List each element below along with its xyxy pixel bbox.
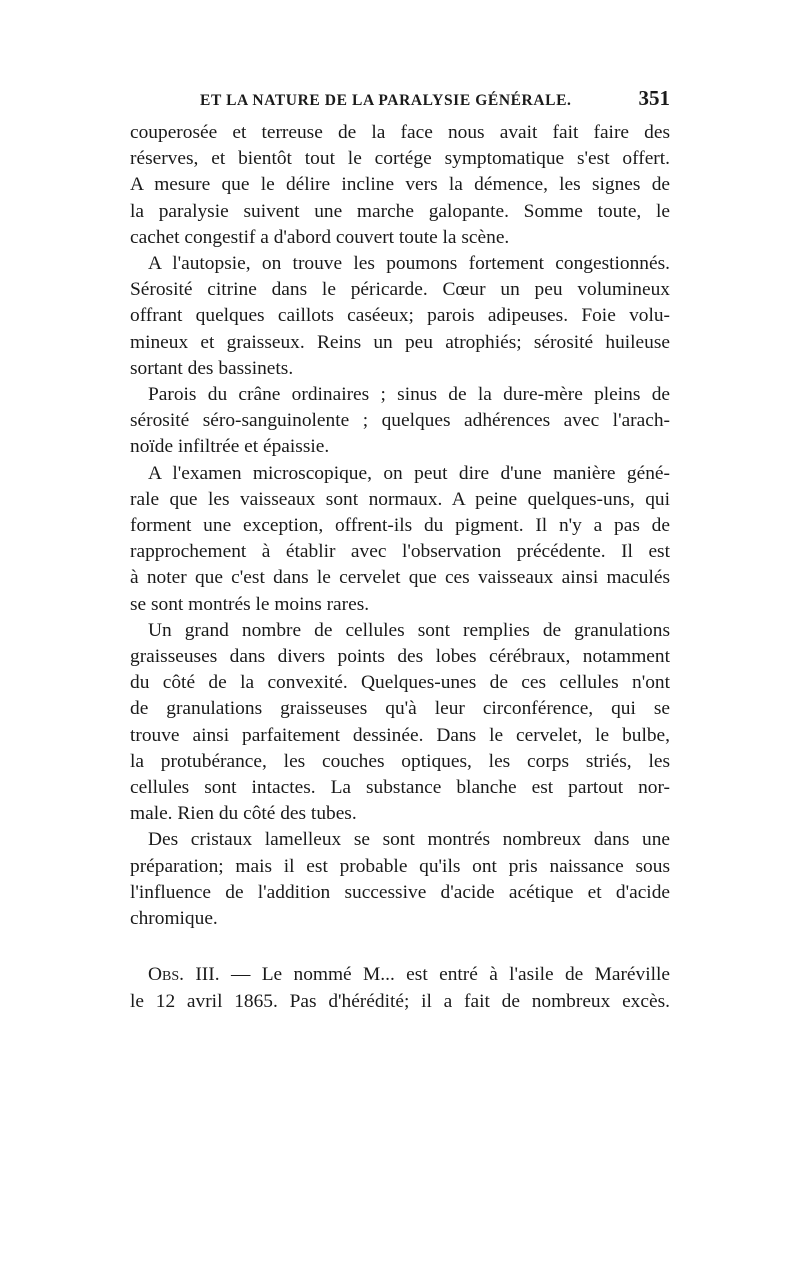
text-line: A l'autopsie, on trouve les poumons fortement congestionnés.: [148, 253, 670, 275]
text-line: le 12 avril 1865. Pas d'hérédité; il a fait de nombreux excès.: [130, 990, 670, 1012]
running-title: ET LA NATURE DE LA PARALYSIE GÉNÉRALE.: [200, 92, 572, 109]
text-line: la paralysie suivent une marche galopante. Somme toute, le: [130, 200, 670, 222]
page-number: 351: [638, 86, 670, 110]
text-line: mineux et graisseux. Reins un peu atrophiés; sérosité huileuse: [130, 331, 670, 353]
text-line: se sont montrés le moins rares.: [130, 593, 370, 615]
text-line: à noter que c'est dans le cervelet que ces vaisseaux ainsi maculés: [130, 567, 670, 589]
text-line: sérosité séro-sanguinolente ; quelques adhérences avec l'arach-: [130, 410, 670, 432]
text-line: couperosée et terreuse de la face nous avait fait faire des: [130, 122, 670, 143]
text-line: l'influence de l'addition successive d'acide acétique et d'acide: [130, 881, 670, 903]
paragraph-clinical-course: [130, 120, 670, 251]
text-line: rale que les vaisseaux sont normaux. A peine quelques-uns, qui: [130, 488, 670, 510]
paragraph-cells: [130, 618, 670, 828]
text-line: Parois du crâne ordinaires ; sinus de la dure-mère pleins de: [148, 384, 670, 406]
text-line: réserves, et bientôt tout le cortége symptomatique s'est offert.: [130, 148, 670, 170]
book-page: [130, 86, 670, 1015]
text-line: Sérosité citrine dans le péricarde. Cœur un peu volumineux: [130, 279, 670, 301]
text-line: Des cristaux lamelleux se sont montrés nombreux dans une: [148, 829, 670, 851]
observation-text: — Le nommé M... est entré à l'asile de Maréville: [230, 964, 670, 986]
text-line: A mesure que le délire incline vers la démence, les signes de: [130, 174, 670, 196]
section-gap: [130, 932, 670, 962]
text-line: cellules sont intactes. La substance blanche est partout nor-: [130, 777, 670, 799]
text-line: chromique.: [130, 908, 218, 930]
observation-three: [130, 962, 670, 1014]
text-line: noïde infiltrée et épaissie.: [130, 436, 330, 458]
running-head: [130, 86, 670, 120]
text-line: la protubérance, les couches optiques, les corps striés, les: [130, 750, 670, 772]
text-line: préparation; mais il est probable qu'ils ont pris naissance sous: [130, 855, 670, 877]
text-line: [130, 962, 670, 988]
text-line: forment une exception, offrent-ils du pigment. Il n'y a pas de: [130, 515, 670, 537]
body-text: [130, 120, 670, 1015]
text-line: trouve ainsi parfaitement dessinée. Dans le cervelet, le bulbe,: [130, 724, 670, 746]
observation-label: Obs. III.: [148, 964, 220, 986]
text-line: cachet congestif a d'abord couvert toute la scène.: [130, 226, 510, 248]
text-line: graisseuses dans divers points des lobes cérébraux, notamment: [130, 646, 670, 668]
paragraph-autopsy: [130, 251, 670, 382]
text-line: Un grand nombre de cellules sont remplies de granulations: [148, 619, 670, 641]
text-line: rapprochement à établir avec l'observation précédente. Il est: [130, 541, 670, 563]
paragraph-microscopy: [130, 461, 670, 618]
text-line: sortant des bassinets.: [130, 357, 294, 379]
text-line: de granulations graisseuses qu'à leur circonférence, qui se: [130, 698, 670, 720]
text-line: male. Rien du côté des tubes.: [130, 803, 357, 825]
text-line: du côté de la convexité. Quelques-unes de ces cellules n'ont: [130, 672, 670, 694]
text-line: A l'examen microscopique, on peut dire d'une manière géné-: [148, 462, 670, 484]
text-line: offrant quelques caillots caséeux; parois adipeuses. Foie volu-: [130, 305, 670, 327]
paragraph-crystals: [130, 827, 670, 932]
paragraph-skull: [130, 382, 670, 461]
